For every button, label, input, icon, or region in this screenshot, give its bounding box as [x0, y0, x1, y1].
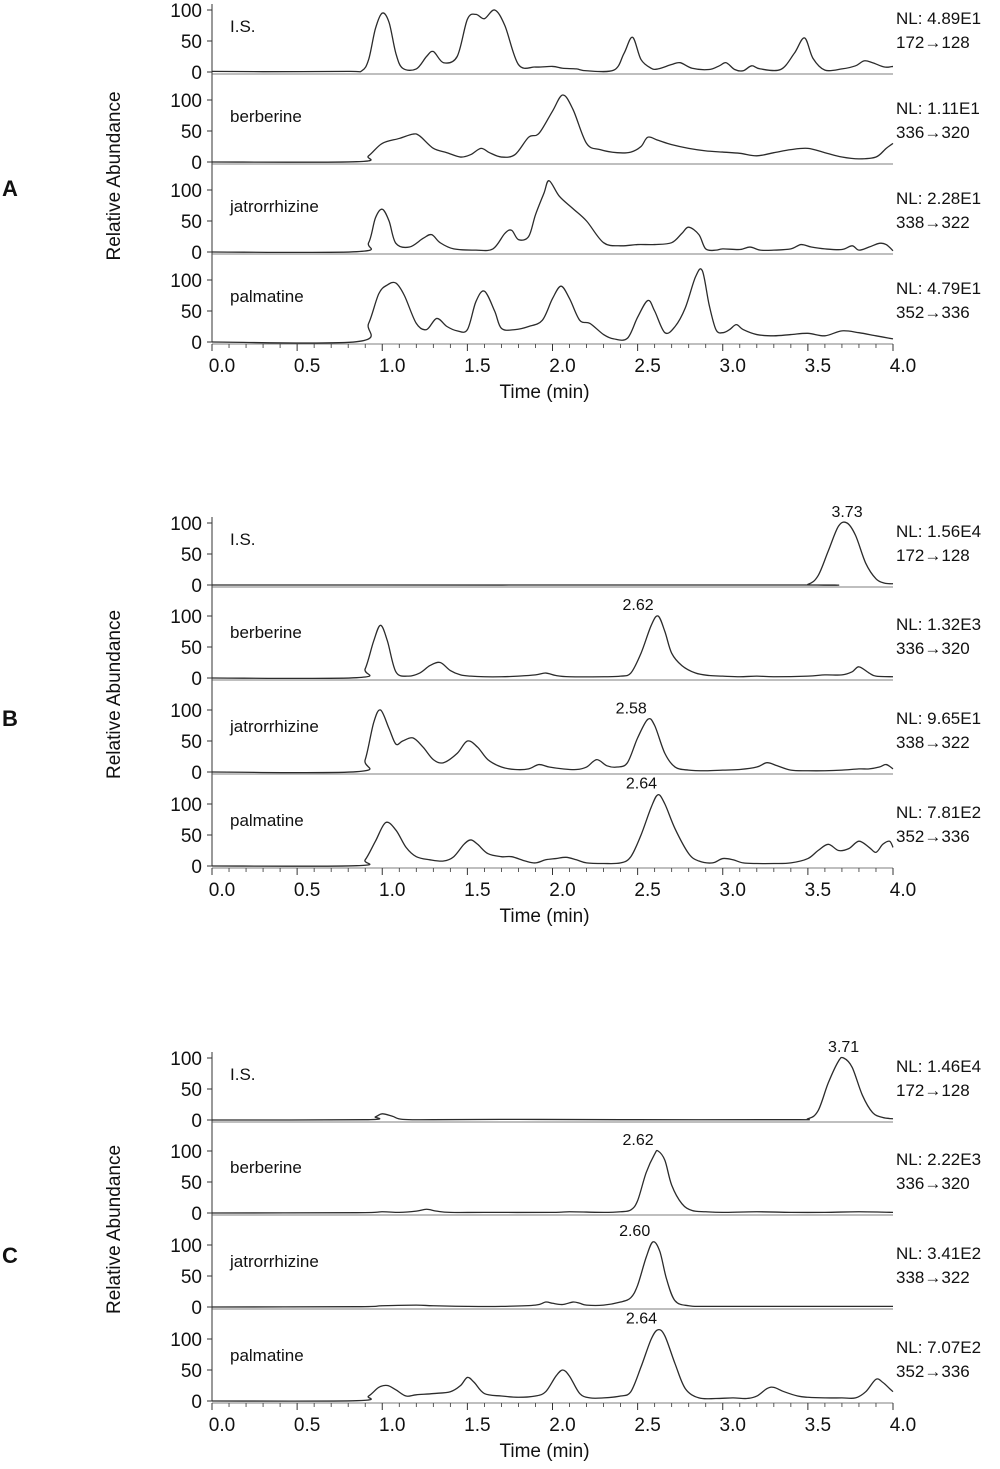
y-tick-label: 100	[170, 181, 202, 202]
trace-is	[170, 504, 981, 597]
nl-value: NL: 7.07E2	[896, 1338, 982, 1357]
peak-label: 3.73	[831, 504, 863, 521]
trace-name: jatrorrhizine	[230, 1252, 319, 1271]
nl-value: NL: 7.81E2	[896, 803, 982, 822]
trace-name: I.S.	[230, 17, 256, 36]
x-axis-label: Time (min)	[499, 906, 590, 927]
y-tick-label: 0	[191, 669, 202, 690]
x-tick-label: 0.5	[293, 1415, 321, 1436]
trace-line	[212, 522, 893, 585]
y-tick-label: 100	[170, 1142, 202, 1163]
trace-palmatine	[170, 1311, 981, 1413]
mrm-transition: 338→322	[896, 213, 970, 232]
mrm-transition: 172→128	[896, 33, 970, 52]
x-tick-label: 3.0	[719, 356, 746, 377]
nl-value: NL: 1.46E4	[896, 1057, 982, 1076]
nl-value: NL: 1.56E4	[896, 522, 982, 541]
peak-label: 2.64	[625, 1310, 658, 1328]
y-tick-label: 100	[170, 91, 202, 112]
mrm-transition: 172→128	[896, 1081, 970, 1100]
mrm-transition: 336→320	[896, 639, 970, 658]
y-tick-label: 50	[180, 32, 202, 53]
panel-letter: A	[2, 176, 18, 201]
x-axis-label: Time (min)	[499, 382, 590, 403]
y-tick-label: 100	[170, 514, 202, 535]
x-tick-label: 4.0	[889, 356, 917, 377]
x-tick-label: 0.5	[293, 356, 321, 377]
y-tick-label: 0	[191, 1204, 202, 1225]
y-tick-label: 0	[191, 153, 202, 174]
y-tick-label: 0	[191, 857, 202, 878]
trace-line	[212, 616, 893, 679]
x-tick-label: 1.5	[464, 1415, 491, 1436]
trace-is	[170, 1039, 981, 1132]
panel-letter: B	[2, 706, 18, 731]
y-axis-label: Relative Abundance	[104, 91, 125, 261]
x-tick-label: 1.5	[464, 880, 491, 901]
panel-letter: C	[2, 1243, 18, 1268]
y-tick-label: 100	[170, 795, 202, 816]
trace-name: berberine	[230, 1158, 302, 1177]
x-tick-label: 1.0	[379, 880, 406, 901]
mrm-transition: 336→320	[896, 1174, 970, 1193]
trace-name: berberine	[230, 623, 302, 642]
y-tick-label: 0	[191, 63, 202, 84]
y-tick-label: 50	[180, 302, 202, 323]
trace-berberine	[170, 91, 980, 174]
trace-line	[212, 1330, 893, 1402]
mrm-transition: 338→322	[896, 1268, 970, 1287]
trace-line	[212, 181, 893, 253]
x-tick-label: 3.0	[719, 1415, 746, 1436]
x-tick-label: 1.5	[464, 356, 491, 377]
x-tick-label: 2.0	[549, 1415, 576, 1436]
peak-label: 3.71	[828, 1039, 860, 1056]
x-tick-label: 3.0	[719, 880, 746, 901]
x-tick-label: 2.0	[549, 356, 576, 377]
y-tick-label: 0	[191, 576, 202, 597]
mrm-transition: 352→336	[896, 1362, 970, 1381]
trace-line	[212, 95, 893, 162]
trace-line	[212, 1151, 893, 1213]
trace-jatrorrhizine	[170, 1223, 981, 1319]
x-tick-label: 3.5	[804, 880, 832, 901]
x-tick-label: 2.0	[549, 880, 576, 901]
chart-panel-a	[2, 1, 981, 403]
trace-name: I.S.	[230, 530, 256, 549]
y-tick-label: 50	[180, 1361, 202, 1382]
y-tick-label: 100	[170, 701, 202, 722]
x-tick-label: 2.5	[634, 356, 661, 377]
nl-value: NL: 1.11E1	[896, 99, 980, 118]
peak-label: 2.60	[619, 1222, 651, 1240]
y-tick-label: 100	[170, 1236, 202, 1257]
peak-label: 2.62	[622, 1132, 654, 1149]
chart-panel-b	[2, 504, 981, 927]
y-tick-label: 100	[170, 271, 202, 292]
trace-name: I.S.	[230, 1065, 256, 1084]
y-tick-label: 0	[191, 763, 202, 784]
y-tick-label: 0	[191, 1392, 202, 1413]
x-tick-label: 4.0	[889, 880, 917, 901]
y-tick-label: 100	[170, 1, 202, 22]
x-tick-label: 0.5	[293, 880, 321, 901]
trace-jatrorrhizine	[170, 700, 981, 784]
trace-line	[212, 1057, 893, 1120]
trace-name: palmatine	[230, 811, 304, 830]
mrm-transition: 352→336	[896, 827, 970, 846]
y-axis-label: Relative Abundance	[104, 1144, 125, 1315]
trace-name: jatrorrhizine	[230, 717, 319, 736]
x-axis-label: Time (min)	[499, 1441, 590, 1462]
y-tick-label: 50	[180, 638, 202, 659]
trace-palmatine	[170, 269, 981, 354]
y-tick-label: 50	[180, 826, 202, 847]
trace-line	[212, 269, 893, 343]
x-tick-label: 3.5	[804, 356, 832, 377]
peak-label: 2.62	[622, 597, 654, 614]
trace-berberine	[170, 597, 981, 690]
x-tick-label: 2.5	[634, 1415, 661, 1436]
y-tick-label: 0	[191, 1298, 202, 1319]
y-tick-label: 0	[191, 243, 202, 264]
trace-berberine	[170, 1132, 981, 1225]
y-tick-label: 50	[180, 1080, 202, 1101]
trace-name: palmatine	[230, 287, 304, 306]
nl-value: NL: 4.89E1	[896, 9, 982, 28]
y-tick-label: 50	[180, 545, 202, 566]
y-tick-label: 50	[180, 212, 202, 233]
y-tick-label: 100	[170, 1049, 202, 1070]
trace-line	[212, 795, 893, 867]
x-tick-label: 1.0	[379, 356, 406, 377]
x-tick-label: 0.0	[208, 356, 236, 377]
x-tick-label: 3.5	[804, 1415, 832, 1436]
nl-value: NL: 3.41E2	[896, 1244, 982, 1263]
trace-line	[212, 10, 893, 72]
x-tick-label: 1.0	[379, 1415, 406, 1436]
nl-value: NL: 4.79E1	[896, 279, 982, 298]
chart-panel-c	[2, 1039, 981, 1462]
trace-jatrorrhizine	[170, 181, 981, 264]
trace-name: jatrorrhizine	[230, 197, 319, 216]
nl-value: NL: 2.28E1	[896, 189, 982, 208]
nl-value: NL: 9.65E1	[896, 709, 982, 728]
y-tick-label: 100	[170, 607, 202, 628]
y-tick-label: 0	[191, 333, 202, 354]
nl-value: NL: 2.22E3	[896, 1150, 982, 1169]
mrm-transition: 338→322	[896, 733, 970, 752]
trace-name: berberine	[230, 107, 302, 126]
y-tick-label: 50	[180, 1173, 202, 1194]
peak-label: 2.58	[615, 700, 647, 718]
trace-is	[170, 1, 981, 84]
nl-value: NL: 1.32E3	[896, 615, 982, 634]
x-tick-label: 4.0	[889, 1415, 917, 1436]
x-tick-label: 0.0	[208, 880, 236, 901]
x-tick-label: 2.5	[634, 880, 661, 901]
y-tick-label: 50	[180, 732, 202, 753]
y-tick-label: 0	[191, 1111, 202, 1132]
y-tick-label: 50	[180, 1267, 202, 1288]
y-tick-label: 50	[180, 122, 202, 143]
y-axis-label: Relative Abundance	[104, 609, 125, 780]
mrm-transition: 172→128	[896, 546, 970, 565]
trace-name: palmatine	[230, 1346, 304, 1365]
peak-label: 2.64	[625, 775, 658, 793]
mrm-transition: 336→320	[896, 123, 970, 142]
trace-palmatine	[170, 776, 981, 878]
x-tick-label: 0.0	[208, 1415, 236, 1436]
y-tick-label: 100	[170, 1330, 202, 1351]
mrm-transition: 352→336	[896, 303, 970, 322]
